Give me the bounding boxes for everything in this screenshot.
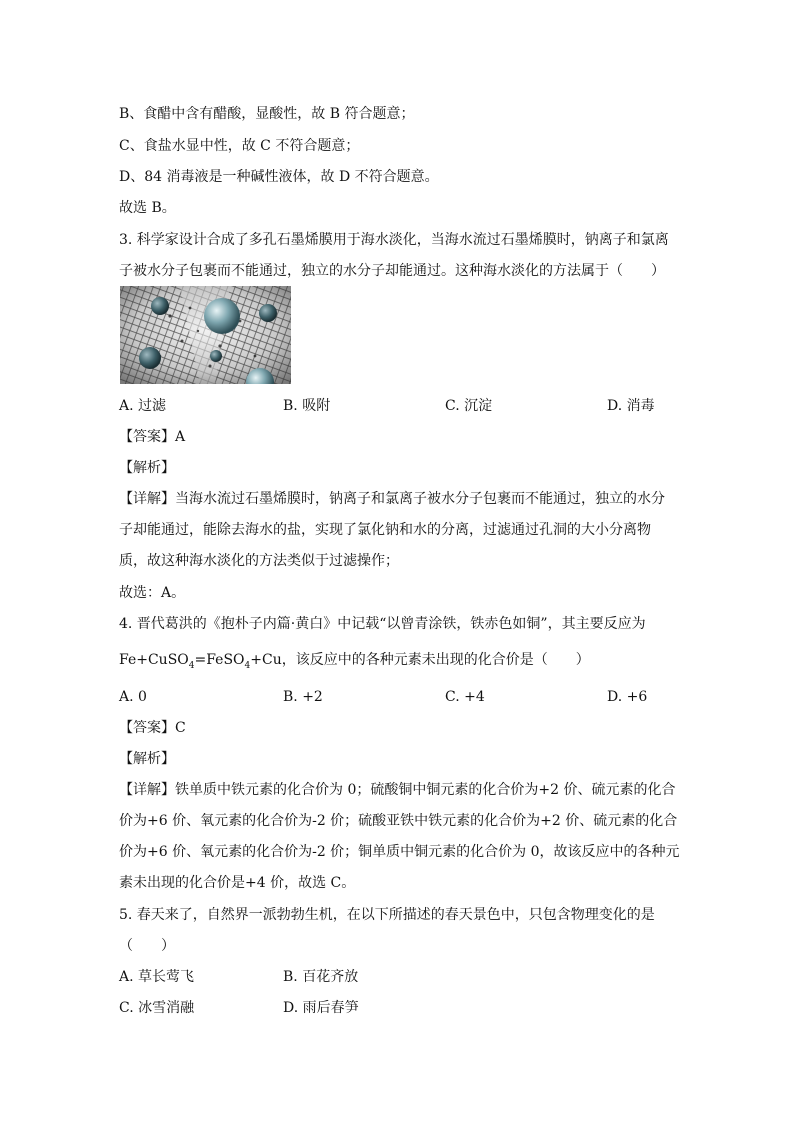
q5-stem-line1: 5. 春天来了，自然界一派勃勃生机，在以下所描述的春天景色中，只包含物理变化的是 bbox=[119, 907, 655, 923]
q4-detail-line1: 【详解】铁单质中铁元素的化合价为 0；硫酸铜中铜元素的化合价为+2 价、硫元素的化合 bbox=[119, 782, 676, 798]
q4-option-b: B. +2 bbox=[283, 689, 323, 705]
q4-stem-line1: 4. 晋代葛洪的《抱朴子内篇·黄白》中记载“以曾青涂铁，铁赤色如铜”，其主要反应为 bbox=[119, 616, 646, 632]
q3-option-c: C. 沉淀 bbox=[445, 398, 493, 414]
prev-answer-b: B、食醋中含有醋酸，显酸性，故 B 符合题意； bbox=[119, 106, 415, 122]
q5-option-a: A. 草长莺飞 bbox=[119, 969, 195, 985]
q4-option-d: D. +6 bbox=[607, 689, 648, 705]
q4-detail-line3: 价为+6 价、氧元素的化合价为-2 价；铜单质中铜元素的化合价为 0，故该反应中的各种元 bbox=[119, 844, 680, 860]
q3-option-b: B. 吸附 bbox=[283, 398, 331, 414]
q3-detail-line1: 【详解】当海水流过石墨烯膜时，钠离子和氯离子被水分子包裹而不能通过，独立的水分 bbox=[119, 491, 665, 507]
q5-stem-line2: （ ） bbox=[119, 938, 175, 954]
q3-analysis-label: 【解析】 bbox=[119, 460, 175, 476]
q3-detail-line2: 子却能通过，能除去海水的盐，实现了氯化钠和水的分离，过滤通过孔洞的大小分离物 bbox=[119, 522, 651, 538]
q3-answer: 【答案】A bbox=[119, 429, 186, 445]
q5-option-c: C. 冰雪消融 bbox=[119, 1000, 195, 1016]
q4-equation-part-c: +Cu bbox=[250, 652, 282, 668]
q4-option-a: A. 0 bbox=[119, 689, 147, 705]
q3-stem-line2: 子被水分子包裹而不能通过，独立的水分子却能通过。这种海水淡化的方法属于（ ） bbox=[119, 263, 665, 279]
q4-equation-part-a: Fe+CuSO bbox=[119, 652, 189, 668]
q3-conclusion: 故选：A。 bbox=[119, 585, 186, 601]
prev-conclusion: 故选 B。 bbox=[119, 200, 176, 216]
q4-option-c: C. +4 bbox=[445, 689, 485, 705]
graphene-membrane-figure bbox=[120, 286, 291, 384]
q4-detail-line2: 价为+6 价、氧元素的化合价为-2 价；硫酸亚铁中铁元素的化合价为+2 价、硫元素的化合 bbox=[119, 813, 678, 829]
q4-detail-line4: 素未出现的化合价是+4 价，故选 C。 bbox=[119, 875, 356, 891]
q4-analysis-label: 【解析】 bbox=[119, 751, 175, 767]
q5-option-d: D. 雨后春笋 bbox=[283, 1000, 359, 1016]
q3-option-d: D. 消毒 bbox=[607, 398, 655, 414]
q4-equation-sub1: 4 bbox=[188, 660, 195, 671]
q4-equation-line bbox=[119, 651, 590, 675]
q3-option-a: A. 过滤 bbox=[119, 398, 167, 414]
q3-detail-line3: 质，故这种海水淡化的方法类似于过滤操作； bbox=[119, 553, 399, 569]
q4-answer: 【答案】C bbox=[119, 720, 186, 736]
prev-answer-d: D、84 消毒液是一种碱性液体，故 D 不符合题意。 bbox=[119, 169, 439, 185]
q4-equation-part-b: =FeSO bbox=[194, 652, 245, 668]
q3-stem-line1: 3. 科学家设计合成了多孔石墨烯膜用于海水淡化，当海水流过石墨烯膜时，钠离子和氯离 bbox=[119, 232, 669, 248]
q4-stem-tail: ，该反应中的各种元素未出现的化合价是（ ） bbox=[281, 652, 590, 668]
prev-answer-c: C、食盐水显中性，故 C 不符合题意； bbox=[119, 138, 360, 154]
q4-equation-sub2: 4 bbox=[244, 660, 251, 671]
q5-option-b: B. 百花齐放 bbox=[283, 969, 359, 985]
graphene-membrane-illustration bbox=[120, 286, 291, 384]
